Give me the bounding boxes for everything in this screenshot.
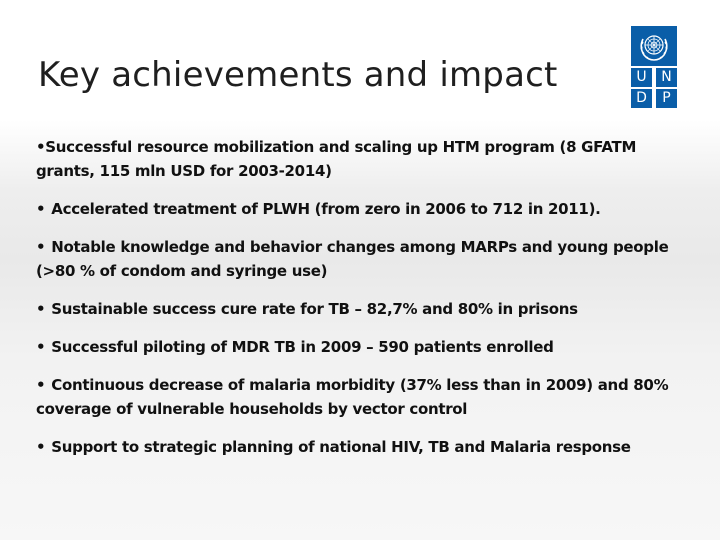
bullet-item	[36, 435, 696, 459]
bullet-text: Sustainable success cure rate for TB – 82,7% and 80% in prisons	[51, 300, 578, 318]
logo-letter-u: U	[631, 68, 652, 87]
bullet-item	[36, 335, 696, 359]
logo-letter-n: N	[656, 68, 677, 87]
bullet-list	[36, 135, 696, 473]
bullet-text: Continuous decrease of malaria morbidity (37% less than in 2009) and 80% coverage of vulnerable households by vector control	[36, 376, 669, 418]
un-emblem-icon	[631, 26, 677, 66]
logo-letter-p: P	[656, 89, 677, 108]
bullet-marker: •	[36, 438, 46, 456]
logo-letter-d: D	[631, 89, 652, 108]
bullet-marker: •	[36, 200, 46, 218]
bullet-marker: •	[36, 338, 46, 356]
bullet-item	[36, 297, 696, 321]
bullet-item	[36, 197, 696, 221]
bullet-text: Notable knowledge and behavior changes among MARPs and young people (>80 % of condom and syringe use)	[36, 238, 669, 280]
bullet-text: Successful resource mobilization and scaling up HTM program (8 GFATM grants, 115 mln USD for 2003-2014)	[36, 138, 637, 180]
bullet-marker: •	[36, 300, 46, 318]
bullet-item	[36, 135, 696, 183]
bullet-marker: •	[36, 238, 46, 256]
bullet-item	[36, 235, 696, 283]
bullet-marker: •	[36, 376, 46, 394]
bullet-text: Successful piloting of MDR TB in 2009 – 590 patients enrolled	[51, 338, 554, 356]
slide-title: Key achievements and impact	[38, 55, 558, 95]
bullet-marker: •	[36, 138, 46, 156]
bullet-text: Support to strategic planning of national HIV, TB and Malaria response	[51, 438, 631, 456]
bullet-text: Accelerated treatment of PLWH (from zero in 2006 to 712 in 2011).	[51, 200, 601, 218]
undp-logo	[631, 26, 677, 108]
bullet-item	[36, 373, 696, 421]
undp-letters	[631, 68, 677, 108]
